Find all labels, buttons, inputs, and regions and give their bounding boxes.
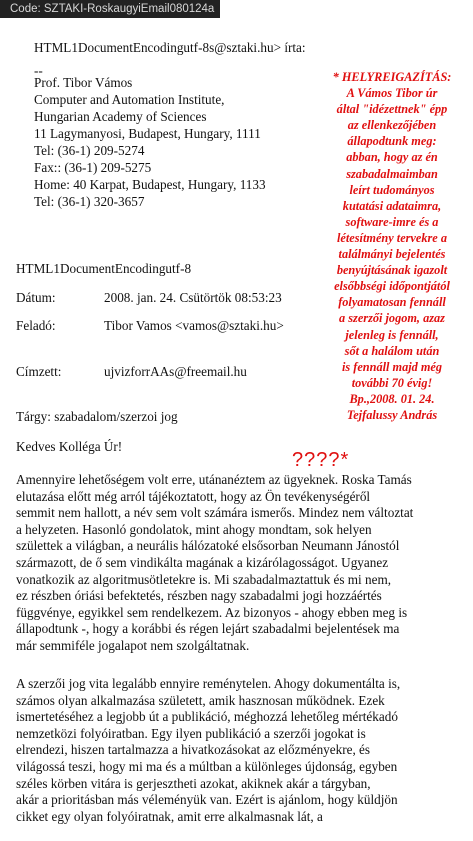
paragraph-line: ismertetéséhez a legjobb út a publikáció, méghozzá lehetőleg mértékadó <box>16 709 398 725</box>
letter-paragraph-1 <box>16 472 464 655</box>
paragraph-line: származott, de ő sem vindikálta magának a kizárólagosságot. Ugyanez <box>16 554 389 570</box>
signature-line: 11 Lagymanyosi, Budapest, Hungary, 1111 <box>34 126 261 141</box>
correction-line: sőt a halálom után <box>344 343 440 358</box>
correction-line: a szerzői jogom, azaz <box>339 311 445 326</box>
letter-paragraph-2 <box>16 676 464 825</box>
from-value: Tibor Vamos <vamos@sztaki.hu> <box>104 318 284 333</box>
subject-line: Tárgy: szabadalom/szerzoi jog <box>16 409 178 424</box>
paragraph-line: elrendezi, hiszen tartalmazza a hivatkozásokat az előzményekre, és <box>16 742 371 758</box>
paragraph-line: elutazása előtt még arról tájékoztatott, hogy az Ön tevékenységéről <box>16 488 371 504</box>
to-value: ujvizforrAAs@freemail.hu <box>104 364 247 379</box>
reply-header-line: HTML1DocumentEncodingutf-8s@sztaki.hu> írta: <box>34 40 306 55</box>
paragraph-line: függvénye, egyikkel sem rendelkezem. Az bizonyos - ahogy ebben meg is <box>16 604 408 620</box>
paragraph-line: akár a prioritásban más véleményük van. Ezért is ajánlom, hogy küldjön <box>16 792 398 808</box>
correction-line: Tejfalussy András <box>346 407 438 422</box>
signature-line: Fax:: (36-1) 209-5275 <box>34 160 152 175</box>
question-marks-annotation: ????* <box>292 449 350 471</box>
greeting: Kedves Kolléga Úr! <box>16 439 123 454</box>
paragraph-line: vonatkozik az algoritmusötletekre is. Mi szabadalmaztattuk és mi nem, <box>16 571 392 587</box>
paragraph-line: a helyzeten. Hasonló gondolatok, mint ahogy mondtam, sok helyen <box>16 521 372 537</box>
paragraph-line: A szerzői jog vita legalább ennyire reménytelen. Ahogy dokumentálta is, <box>16 676 401 691</box>
paragraph-line: ez részben óriási befektetés, részben nagy szabadalmi jogi hozzáértés <box>16 588 382 604</box>
signature-line: Tel: (36-1) 209-5274 <box>34 143 145 158</box>
correction-line: által "idézettnek" épp <box>336 102 448 117</box>
paragraph-line: széles körben vitára is gerjesztheti azokat, akiknek akár a tárgyban, <box>16 775 371 791</box>
correction-line: további 70 évig! <box>351 375 433 390</box>
correction-annotation <box>312 69 472 423</box>
to-label: Címzett: <box>16 364 62 379</box>
correction-line: kutatási adataimra, <box>342 198 442 213</box>
signature-line: Prof. Tibor Vámos <box>34 75 133 90</box>
date-value: 2008. jan. 24. Csütörtök 08:53:23 <box>104 290 282 305</box>
signature-block <box>34 74 266 210</box>
correction-line: Bp.,2008. 01. 24. <box>349 391 435 406</box>
document-code-label: Code: SZTAKI-RoskaugyiEmail080124a <box>0 0 220 18</box>
signature-line: Hungarian Academy of Sciences <box>34 109 207 124</box>
from-label: Feladó: <box>16 318 56 333</box>
correction-line: az ellenkezőjében <box>347 118 437 133</box>
correction-line: elsőbbségi időpontjától <box>334 279 450 294</box>
correction-line: A Vámos Tibor úr <box>346 86 438 101</box>
date-label: Dátum: <box>16 290 56 305</box>
paragraph-line: cikket egy olyan folyóiratnak, amit erre alkalmasnak lát, a <box>16 808 323 824</box>
paragraph-line: állapodtunk -, hogy a korábbi és régen lejárt szabadalmi bejelentések ma <box>16 621 400 637</box>
signature-line: Tel: (36-1) 320-3657 <box>34 194 145 209</box>
correction-line: is fennáll majd még <box>341 359 443 374</box>
correction-line: szabadalmaimban <box>346 166 438 181</box>
signature-separator: -- <box>34 63 43 78</box>
correction-line: benyújtásának igazolt <box>336 263 448 278</box>
paragraph-line: semmit nem hallott, a név sem volt számára ismerős. Mindez nem változtat <box>16 505 414 521</box>
correction-line: állapodtunk meg: <box>347 134 437 149</box>
correction-line: abban, hogy az én <box>346 150 438 165</box>
paragraph-line: születtek a világban, a neurális hálózatoké elsősorban Neumann Jánostól <box>16 538 400 554</box>
correction-line: * HELYREIGAZÍTÁS: <box>332 70 452 84</box>
correction-line: leírt tudományos <box>349 182 435 197</box>
correction-line: találmányi bejelentés <box>338 247 446 262</box>
paragraph-line: számos olyan alkalmazása született, amik hasznosan működnek. Ezek <box>16 692 385 708</box>
correction-line: létesítmény tervekre a <box>337 230 447 245</box>
paragraph-line: Amennyire lehetőségem volt erre, utánanéztem az ügyeknek. Roska Tamás <box>16 472 412 487</box>
signature-line: Computer and Automation Institute, <box>34 92 225 107</box>
paragraph-line: már semmiféle jogalapot nem szolgáltatnak. <box>16 637 250 653</box>
correction-line: folyamatosan fennáll <box>338 295 446 310</box>
correction-line: software-imre és a <box>345 214 439 229</box>
correction-line: jelenleg is fennáll, <box>345 327 439 342</box>
paragraph-line: világossá teszi, hogy mi ma és a múltban a különleges újdonság, egyben <box>16 758 398 774</box>
encoding-line: HTML1DocumentEncodingutf-8 <box>16 261 192 276</box>
signature-line: Home: 40 Karpat, Budapest, Hungary, 1133 <box>34 177 266 192</box>
paragraph-line: nemzetközi folyóiratban. Egy ilyen publikáció a szerzői jogokat is <box>16 725 366 741</box>
